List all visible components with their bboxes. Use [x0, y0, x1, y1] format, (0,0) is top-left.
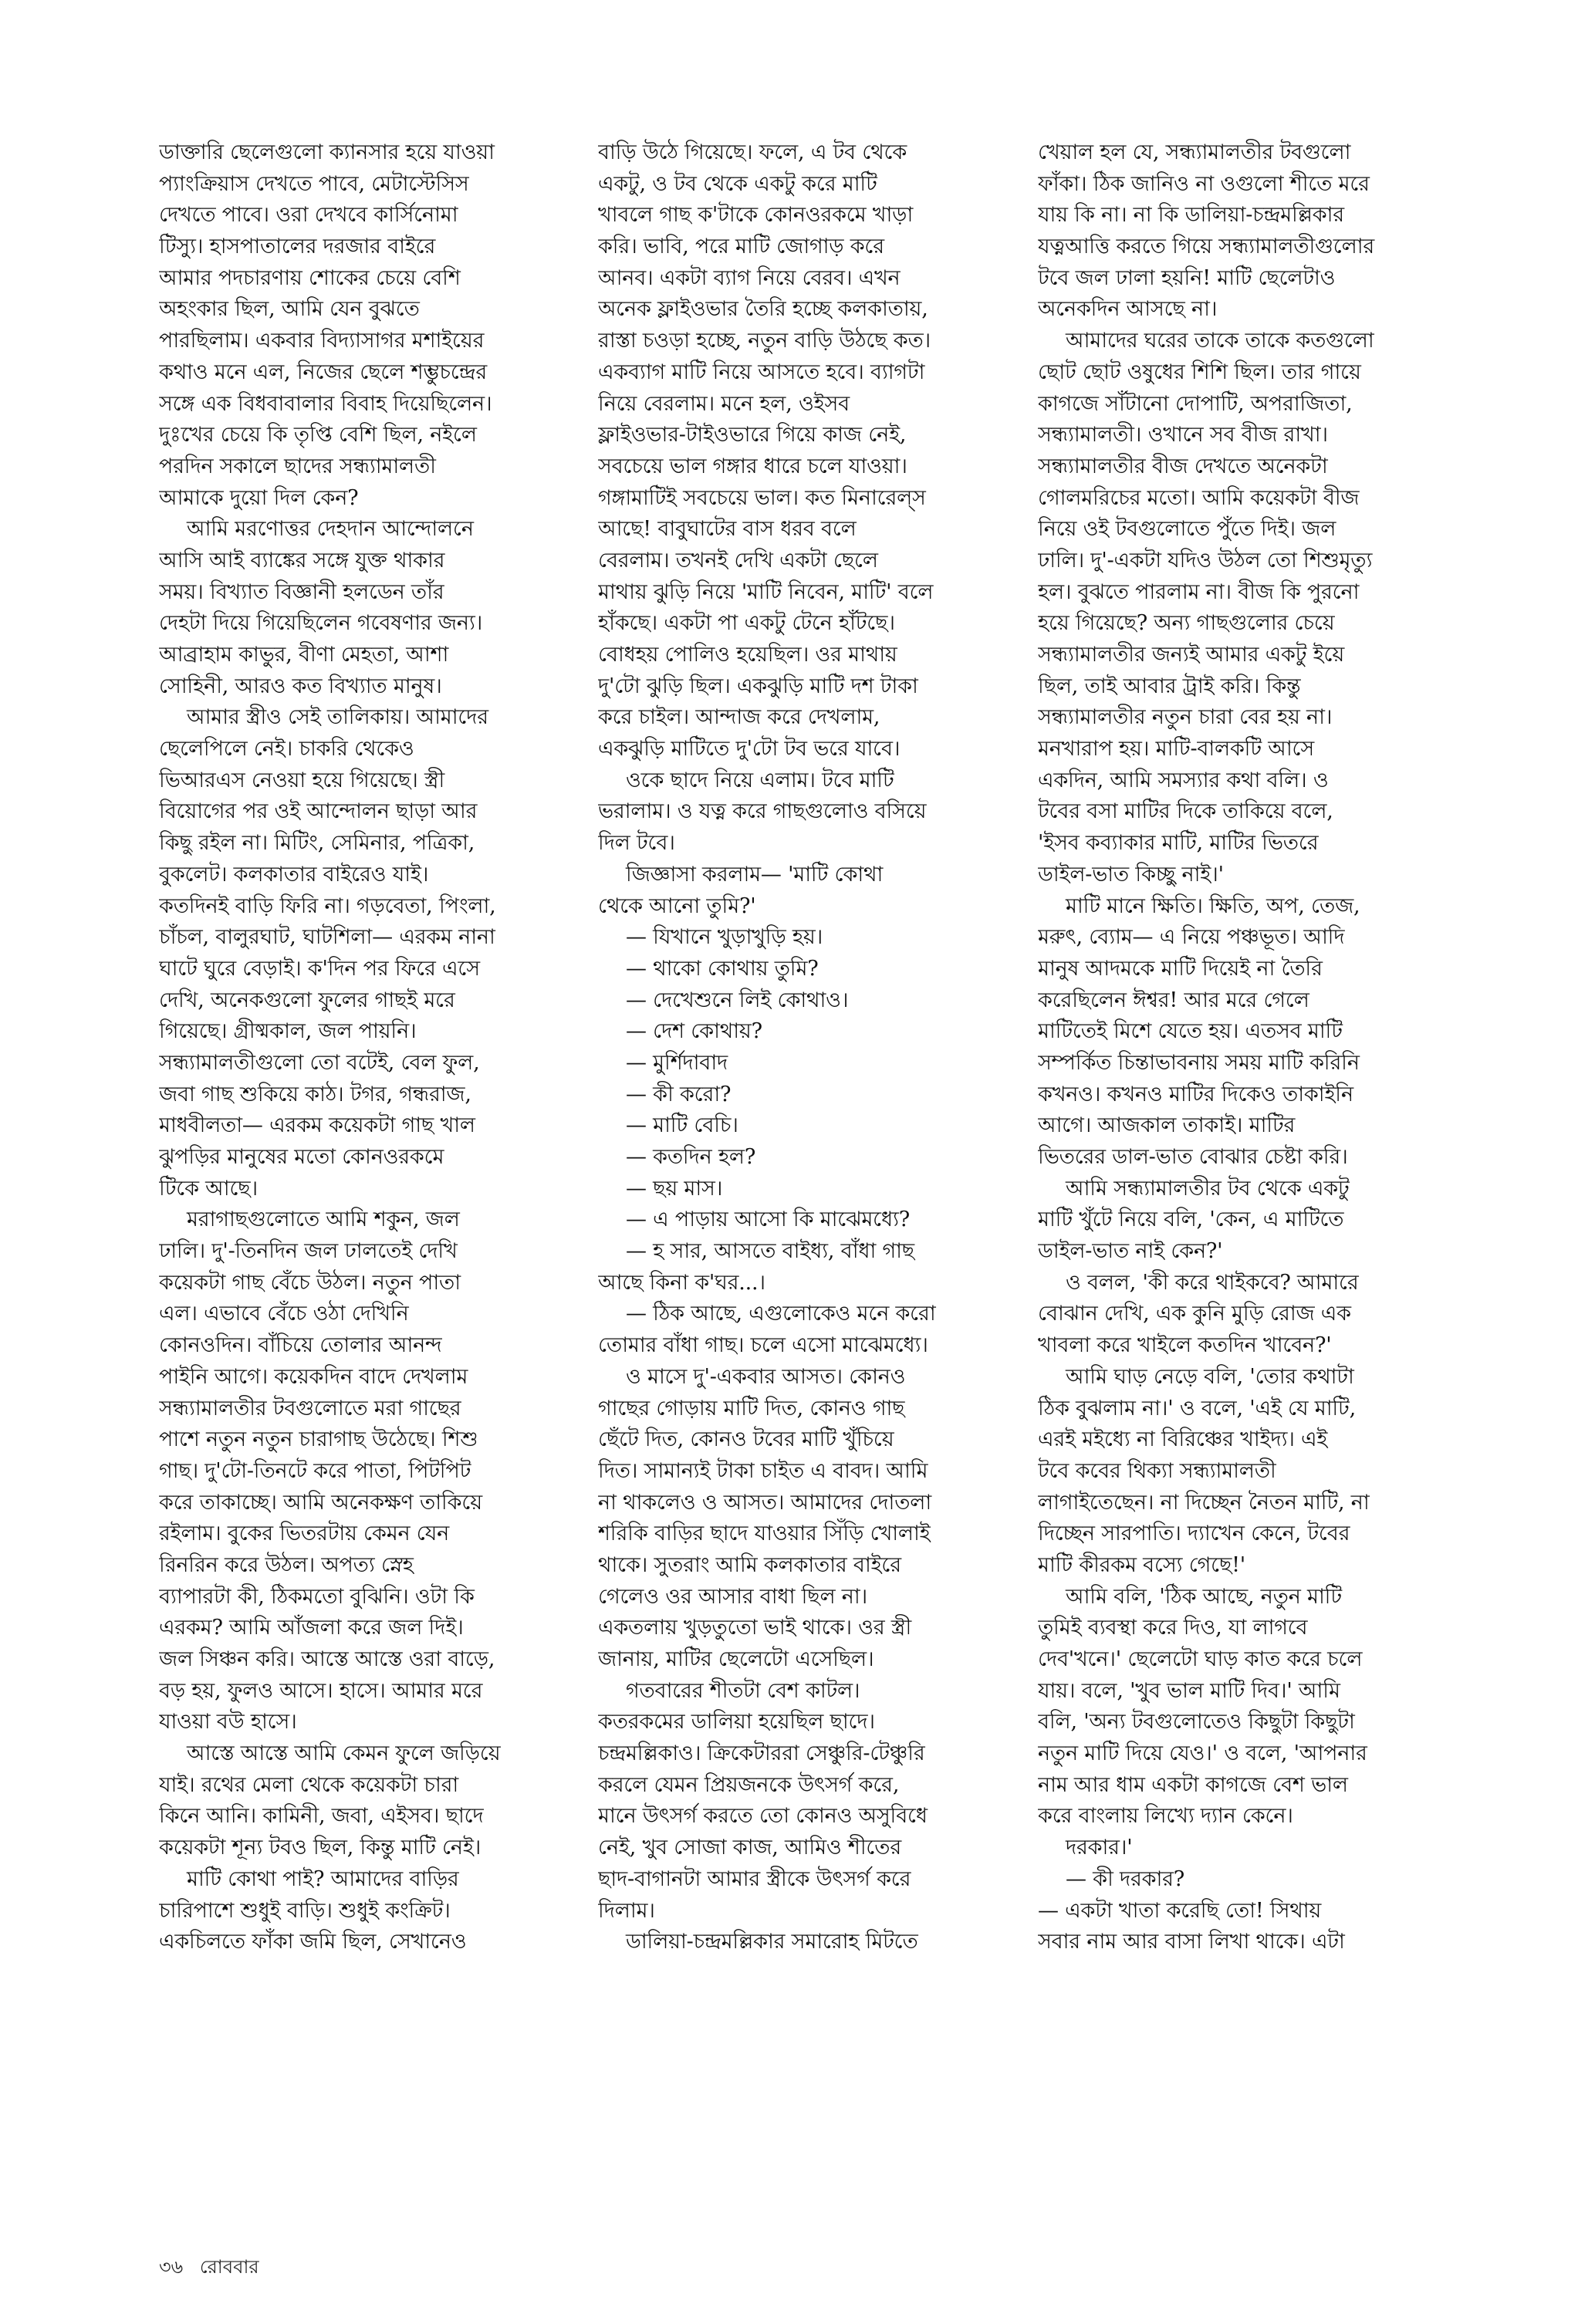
text-line: একটু, ও টব থেকে একটু করে মাটি	[598, 171, 877, 196]
text-line: যত্নআত্তি করতে গিয়ে সন্ধ্যামালতীগুলোর	[1038, 235, 1375, 259]
text-line: আমি সন্ধ্যামালতীর টব থেকে একটু	[1066, 1176, 1350, 1201]
text-line: মাটি কীরকম বস্যে গেছে!'	[1038, 1552, 1246, 1577]
text-line: পরদিন সকালে ছাদের সন্ধ্যামালতী	[159, 454, 436, 478]
text-line: ছিল, তাই আবার ট্রাই করি। কিন্তু	[1038, 674, 1301, 698]
page-number: ৩৬	[159, 2256, 184, 2278]
text-line: ওকে ছাদে নিয়ে এলাম। টবে মাটি	[626, 768, 894, 792]
text-line: ঢালি। দু'-একটা যদিও উঠল তো শিশুমৃত্যু	[1038, 548, 1373, 573]
text-line: নাম আর ধাম একটা কাগজে বেশ ভাল	[1038, 1772, 1348, 1797]
text-line: মাটি খুঁটে নিয়ে বলি, 'কেন, এ মাটিতে	[1038, 1208, 1344, 1232]
text-line: গাছের গোড়ায় মাটি দিত, কোনও গাছ	[598, 1396, 905, 1420]
text-line: মাথায় ঝুড়ি নিয়ে 'মাটি নিবেন, মাটি' বলে	[598, 579, 934, 604]
text-line: দরকার।'	[1066, 1836, 1133, 1860]
text-line: জবা গাছ শুকিয়ে কাঠ। টগর, গন্ধরাজ,	[159, 1082, 471, 1106]
text-line: — ছয় মাস।	[626, 1176, 723, 1201]
text-line: গঙ্গামাটিই সবচেয়ে ভাল। কত মিনারেল্‌স	[598, 485, 926, 510]
text-line: গিয়েছে। গ্রীষ্মকাল, জল পায়নি।	[159, 1019, 417, 1044]
text-line: ঢালি। দু'-তিনদিন জল ঢালতেই দেখি	[159, 1239, 458, 1264]
text-column-1	[159, 137, 560, 1958]
text-line: আমি মরণোত্তর দেহদান আন্দোলনে	[187, 517, 474, 542]
text-line: ঘাটে ঘুরে বেড়াই। ক'দিন পর ফিরে এসে	[159, 956, 480, 981]
text-line: আস্তে আস্তে আমি কেমন ফুলে জড়িয়ে	[187, 1741, 501, 1766]
text-line: আছে! বাবুঘাটের বাস ধরব বলে	[598, 517, 857, 542]
text-line: করে বাংলায় লিখ্যে দ্যান কেনে।	[1038, 1804, 1293, 1829]
text-line: পাশে নতুন নতুন চারাগাছ উঠেছে। শিশু	[159, 1427, 478, 1452]
text-line: আছে কিনা ক'ঘর...।	[598, 1270, 765, 1295]
text-line: মানে উৎসর্গ করতে তো কোনও অসুবিধে	[598, 1804, 928, 1829]
text-line: খাবলে গাছ ক'টাকে কোনওরকমে খাড়া	[598, 203, 914, 228]
page-footer	[159, 2253, 270, 2284]
text-line: দু'টো ঝুড়ি ছিল। একঝুড়ি মাটি দশ টাকা	[598, 674, 918, 698]
text-line: চন্দ্রমল্লিকাও। ক্রিকেটাররা সেঞ্চুরি-টেঞ্চুরি	[598, 1741, 925, 1766]
text-line: হয়ে গিয়েছে? অন্য গাছগুলোর চেয়ে	[1038, 611, 1335, 636]
text-line: যায় কি না। না কি ডালিয়া-চন্দ্রমল্লিকার	[1038, 203, 1344, 228]
text-line: দেব'খনে।' ছেলেটো ঘাড় কাত করে চলে	[1038, 1647, 1363, 1671]
text-line: লাগাইতেছেন। না দিচ্ছেন নৈতন মাটি, না	[1038, 1490, 1370, 1515]
text-line: কিনে আনি। কামিনী, জবা, এইসব। ছাদে	[159, 1804, 484, 1829]
text-line: পাইনি আগে। কয়েকদিন বাদে দেখলাম	[159, 1364, 468, 1389]
text-line: মাটি কোথা পাই? আমাদের বাড়ির	[187, 1866, 459, 1891]
text-line: সম্পর্কিত চিন্তাভাবনায় সময় মাটি করিনি	[1038, 1050, 1360, 1075]
text-line: মনখারাপ হয়। মাটি-বালকটি আসে	[1038, 737, 1315, 762]
text-line: কথাও মনে এল, নিজের ছেলে শম্ভুচন্দ্রের	[159, 360, 487, 384]
text-line: বাড়ি উঠে গিয়েছে। ফলে, এ টব থেকে	[598, 140, 907, 164]
text-line: টিস্যু। হাসপাতালের দরজার বাইরে	[159, 235, 436, 259]
text-line: প্যাংক্রিয়াস দেখতে পাবে, মেটাস্টেসিস	[159, 171, 469, 196]
text-line: ছেলেপিলে নেই। চাকরি থেকেও	[159, 737, 414, 762]
text-line: যায়। বলে, 'খুব ভাল মাটি দিব।' আমি	[1038, 1678, 1340, 1703]
text-line: থেকে আনো তুমি?'	[598, 893, 756, 918]
text-line: — মাটি বেচি।	[626, 1113, 738, 1138]
text-line: আব্রাহাম কাভুর, বীণা মেহতা, আশা	[159, 643, 449, 667]
text-line: বেরলাম। তখনই দেখি একটা ছেলে	[598, 548, 878, 573]
text-line: হল। বুঝতে পারলাম না। বীজ কি পুরনো	[1038, 579, 1360, 604]
text-line: নেই, খুব সোজা কাজ, আমিও শীতের	[598, 1836, 901, 1860]
text-line: আমাদের ঘরের তাকে তাকে কতগুলো	[1066, 329, 1374, 353]
text-line: একদিন, আমি সমস্যার কথা বলি। ও	[1038, 768, 1329, 792]
text-line: যাই। রথের মেলা থেকে কয়েকটা চারা	[159, 1772, 459, 1797]
text-line: মরুৎ, ব্যোম— এ নিয়ে পঞ্চভূত। আদি	[1038, 925, 1345, 950]
text-line: — মুর্শিদাবাদ	[626, 1050, 728, 1075]
text-line: যাওয়া বউ হাসে।	[159, 1710, 297, 1735]
text-line: করি। ভাবি, পরে মাটি জোগাড় করে	[598, 235, 884, 259]
text-line: সময়। বিখ্যাত বিজ্ঞানী হলডেন তাঁর	[159, 579, 444, 604]
text-line: ঠিক বুঝলাম না।' ও বলে, 'এই যে মাটি,	[1038, 1396, 1356, 1420]
text-line: অহংকার ছিল, আমি যেন বুঝতে	[159, 297, 420, 322]
text-line: বিয়োগের পর ওই আন্দোলন ছাড়া আর	[159, 799, 478, 824]
text-line: হাঁকছে। একটা পা একটু টেনে হাঁটছে।	[598, 611, 895, 636]
text-line: ডাইল-ভাত নাই কেন?'	[1038, 1239, 1223, 1264]
text-line: আমার পদচারণায় শোকের চেয়ে বেশি	[159, 265, 461, 290]
text-line: খেয়াল হল যে, সন্ধ্যামালতীর টবগুলো	[1038, 140, 1351, 164]
text-line: আসি আই ব্যাঙ্কের সঙ্গে যুক্ত থাকার	[159, 548, 445, 573]
text-line: — ঠিক আছে, এগুলোকেও মনে করো	[626, 1302, 936, 1326]
text-line: ভিআরএস নেওয়া হয়ে গিয়েছে। স্ত্রী	[159, 768, 445, 792]
text-line: নতুন মাটি দিয়ে যেও।' ও বলে, 'আপনার	[1038, 1741, 1367, 1766]
text-line: মাটি মানে ক্ষিতি। ক্ষিতি, অপ, তেজ,	[1066, 893, 1360, 918]
text-line: গেলেও ওর আসার বাধা ছিল না।	[598, 1584, 867, 1609]
text-line: সন্ধ্যামালতীগুলো তো বটেই, বেল ফুল,	[159, 1050, 480, 1075]
text-line: অনেকদিন আসছে না।	[1038, 297, 1218, 322]
text-line: সন্ধ্যামালতীর জন্যই আমার একটু ইয়ে	[1038, 643, 1345, 667]
text-line: কখনও। কখনও মাটির দিকেও তাকাইনি	[1038, 1082, 1353, 1106]
text-line: চাঁচল, বালুরঘাট, ঘাটশিলা— এরকম নানা	[159, 925, 495, 950]
text-column-2	[598, 137, 999, 1958]
text-line: অনেক ফ্লাইওভার তৈরি হচ্ছে কলকাতায়,	[598, 297, 928, 322]
text-line: এরই মইধ্যে না বিরিঞ্চের খাইদ্য। এই	[1038, 1427, 1328, 1452]
text-line: ভিতরের ডাল-ভাত বোঝার চেষ্টা করি।	[1038, 1145, 1348, 1169]
text-line: রিনরিন করে উঠল। অপত্য স্নেহ	[159, 1552, 414, 1577]
text-line: রইলাম। বুকের ভিতরটায় কেমন যেন	[159, 1522, 450, 1546]
text-line: বুকলেট। কলকাতার বাইরেও যাই।	[159, 862, 429, 887]
text-line: কোনওদিন। বাঁচিয়ে তোলার আনন্দ	[159, 1333, 442, 1358]
text-line: টিকে আছে।	[159, 1176, 258, 1201]
text-line: বোঝান দেখি, এক কুনি মুড়ি রোজ এক	[1038, 1302, 1351, 1326]
text-line: — কী দরকার?	[1066, 1866, 1185, 1891]
text-line: জল সিঞ্চন করি। আস্তে আস্তে ওরা বাড়ে,	[159, 1647, 495, 1671]
text-line: সন্ধ্যামালতীর বীজ দেখতে অনেকটা	[1038, 454, 1328, 478]
text-line: বড় হয়, ফুলও আসে। হাসে। আমার মরে	[159, 1678, 483, 1703]
text-line: ডাইল-ভাত কিচ্ছু নাই।'	[1038, 862, 1224, 887]
text-line: — একটা খাতা করেছি তো! সিথায়	[1038, 1898, 1322, 1923]
text-line: ও বলল, 'কী করে থাইকবে? আমারে	[1066, 1270, 1359, 1295]
text-line: টবের বসা মাটির দিকে তাকিয়ে বলে,	[1038, 799, 1333, 824]
text-line: গাছ। দু'টো-তিনটে করে পাতা, পিটপিট	[159, 1458, 471, 1483]
text-line: দেখতে পাবে। ওরা দেখবে কার্সিনোমা	[159, 203, 458, 228]
text-line: আমি বলি, 'ঠিক আছে, নতুন মাটি	[1066, 1584, 1342, 1609]
magazine-name: রোববার	[199, 2256, 259, 2278]
text-line: করে তাকাচ্ছে। আমি অনেকক্ষণ তাকিয়ে	[159, 1490, 482, 1515]
text-line: একতলায় খুড়তুতো ভাই থাকে। ওর স্ত্রী	[598, 1616, 911, 1640]
text-line: ডাক্তারি ছেলেগুলো ক্যানসার হয়ে যাওয়া	[159, 140, 495, 164]
text-line: আগে। আজকাল তাকাই। মাটির	[1038, 1113, 1296, 1138]
text-line: নিয়ে বেরলাম। মনে হল, ওইসব	[598, 391, 850, 416]
text-line: কতদিনই বাড়ি ফিরি না। গড়বেতা, পিংলা,	[159, 893, 496, 918]
text-line: — থাকো কোথায় তুমি?	[626, 956, 819, 981]
text-line: ফ্লাইওভার-টাইওভারে গিয়ে কাজ নেই,	[598, 423, 907, 448]
text-line: কতরকমের ডালিয়া হয়েছিল ছাদে।	[598, 1710, 875, 1735]
text-line: একচিলতে ফাঁকা জমি ছিল, সেখানেও	[159, 1930, 467, 1954]
text-line: মানুষ আদমকে মাটি দিয়েই না তৈরি	[1038, 956, 1323, 981]
text-line: জিজ্ঞাসা করলাম— 'মাটি কোথা	[626, 862, 884, 887]
text-line: — এ পাড়ায় আসো কি মাঝেমধ্যে?	[626, 1208, 911, 1232]
text-line: 'ইসব কব্যাকার মাটি, মাটির ভিতরে	[1038, 831, 1319, 856]
text-line: মাধবীলতা— এরকম কয়েকটা গাছ খাল	[159, 1113, 475, 1138]
text-line: বোধহয় পোলিও হয়েছিল। ওর মাথায়	[598, 643, 897, 667]
text-line: খাবলা করে খাইলে কতদিন খাবেন?'	[1038, 1333, 1332, 1358]
text-line: করেছিলেন ঈশ্বর! আর মরে গেলে	[1038, 988, 1309, 1012]
text-line: ছোট ছোট ওষুধের শিশি ছিল। তার গায়ে	[1038, 360, 1361, 384]
text-line: ফাঁকা। ঠিক জানিও না ওগুলো শীতে মরে	[1038, 171, 1370, 196]
text-line: তোমার বাঁধা গাছ। চলে এসো মাঝেমধ্যে।	[598, 1333, 928, 1358]
text-line: নিয়ে ওই টবগুলোতে পুঁতে দিই। জল	[1038, 517, 1336, 542]
text-line: সোহিনী, আরও কত বিখ্যাত মানুষ।	[159, 674, 442, 698]
text-line: — দেখেশুনে লিই কোথাও।	[626, 988, 849, 1012]
text-line: করে চাইল। আন্দাজ করে দেখলাম,	[598, 705, 880, 730]
text-line: ডালিয়া-চন্দ্রমল্লিকার সমারোহ মিটতে	[626, 1930, 918, 1954]
text-line: কাগজে সাঁটানো দোপাটি, অপরাজিতা,	[1038, 391, 1353, 416]
text-line: — কী করো?	[626, 1082, 732, 1106]
text-line: কয়েকটা গাছ বেঁচে উঠল। নতুন পাতা	[159, 1270, 461, 1295]
text-line: সবচেয়ে ভাল গঙ্গার ধারে চলে যাওয়া।	[598, 454, 907, 478]
text-line: টবে কবের থিক্যা সন্ধ্যামালতী	[1038, 1458, 1276, 1483]
text-line: শরিকি বাড়ির ছাদে যাওয়ার সিঁড়ি খোলাই	[598, 1522, 931, 1546]
text-line: রাস্তা চওড়া হচ্ছে, নতুন বাড়ি উঠছে কত।	[598, 329, 931, 353]
text-line: সন্ধ্যামালতী। ওখানে সব বীজ রাখা।	[1038, 423, 1328, 448]
text-line: কিছু রইল না। মিটিং, সেমিনার, পত্রিকা,	[159, 831, 475, 856]
text-line: দিল টবে।	[598, 831, 675, 856]
text-line: — কতদিন হল?	[626, 1145, 756, 1169]
text-line: সঙ্গে এক বিধবাবালার বিবাহ দিয়েছিলেন।	[159, 391, 492, 416]
text-line: না থাকলেও ও আসত। আমাদের দোতলা	[598, 1490, 931, 1515]
text-line: চারিপাশে শুধুই বাড়ি। শুধুই কংক্রিট।	[159, 1898, 451, 1923]
text-line: সন্ধ্যামালতীর নতুন চারা বের হয় না।	[1038, 705, 1333, 730]
text-line: আমার স্ত্রীও সেই তালিকায়। আমাদের	[187, 705, 488, 730]
text-line: আমাকে দুয়ো দিল কেন?	[159, 485, 359, 510]
text-line: তুমিই ব্যবস্থা করে দিও, যা লাগবে	[1038, 1616, 1308, 1640]
text-line: দিলাম।	[598, 1898, 655, 1923]
text-line: দিত। সামান্যই টাকা চাইত এ বাবদ। আমি	[598, 1458, 928, 1483]
text-line: মরাগাছগুলোতে আমি শকুন, জল	[187, 1208, 460, 1232]
text-line: গতবারের শীতটা বেশ কাটল।	[626, 1678, 860, 1703]
text-line: পারছিলাম। একবার বিদ্যাসাগর মশাইয়ের	[159, 329, 485, 353]
text-line: — দেশ কোথায়?	[626, 1019, 762, 1044]
text-line: দেহটা দিয়ে গিয়েছিলেন গবেষণার জন্য।	[159, 611, 483, 636]
text-line: এরকম? আমি আঁজলা করে জল দিই।	[159, 1616, 464, 1640]
text-line: ঝুপড়ির মানুষের মতো কোনওরকমে	[159, 1145, 444, 1169]
text-line: ও মাসে দু'-একবার আসত। কোনও	[626, 1364, 906, 1389]
text-line: একব্যাগ মাটি নিয়ে আসতে হবে। ব্যাগটা	[598, 360, 925, 384]
text-line: টবে জল ঢালা হয়নি! মাটি ছেলেটাও	[1038, 265, 1336, 290]
text-line: দিচ্ছেন সারপাতি। দ্যাখেন কেনে, টবের	[1038, 1522, 1350, 1546]
text-line: ব্যাপারটা কী, ঠিকমতো বুঝিনি। ওটা কি	[159, 1584, 475, 1609]
text-line: গোলমরিচের মতো। আমি কয়েকটা বীজ	[1038, 485, 1360, 510]
text-line: দুঃখের চেয়ে কি তৃপ্তি বেশি ছিল, নইলে	[159, 423, 477, 448]
text-line: মাটিতেই মিশে যেতে হয়। এতসব মাটি	[1038, 1019, 1343, 1044]
text-line: ছাদ-বাগানটা আমার স্ত্রীকে উৎসর্গ করে	[598, 1866, 911, 1891]
text-line: এল। এভাবে বেঁচে ওঠা দেখিনি	[159, 1302, 409, 1326]
text-line: কয়েকটা শূন্য টবও ছিল, কিন্তু মাটি নেই।	[159, 1836, 482, 1860]
text-line: ভরালাম। ও যত্ন করে গাছগুলোও বসিয়ে	[598, 799, 927, 824]
text-line: ছেঁটে দিত, কোনও টবের মাটি খুঁচিয়ে	[598, 1427, 894, 1452]
text-line: করলে যেমন প্রিয়জনকে উৎসর্গ করে,	[598, 1772, 900, 1797]
text-line: বলি, 'অন্য টবগুলোতেও কিছুটা কিছুটা	[1038, 1710, 1355, 1735]
text-line: জানায়, মাটির ছেলেটো এসেছিল।	[598, 1647, 874, 1671]
text-line: একঝুড়ি মাটিতে দু'টো টব ভরে যাবে।	[598, 737, 901, 762]
text-line: সবার নাম আর বাসা লিখা থাকে। এটা	[1038, 1930, 1345, 1954]
text-column-3	[1038, 137, 1439, 1958]
text-line: দেখি, অনেকগুলো ফুলের গাছই মরে	[159, 988, 455, 1012]
text-line: আমি ঘাড় নেড়ে বলি, 'তোর কথাটা	[1066, 1364, 1354, 1389]
text-line: — যিখানে খুড়াখুড়ি হয়।	[626, 925, 823, 950]
text-line: আনব। একটা ব্যাগ নিয়ে বেরব। এখন	[598, 265, 901, 290]
text-line: সন্ধ্যামালতীর টবগুলোতে মরা গাছের	[159, 1396, 461, 1420]
text-line: — হ সার, আসতে বাইধ্য, বাঁধা গাছ	[626, 1239, 914, 1264]
text-line: থাকে। সুতরাং আমি কলকাতার বাইরে	[598, 1552, 901, 1577]
